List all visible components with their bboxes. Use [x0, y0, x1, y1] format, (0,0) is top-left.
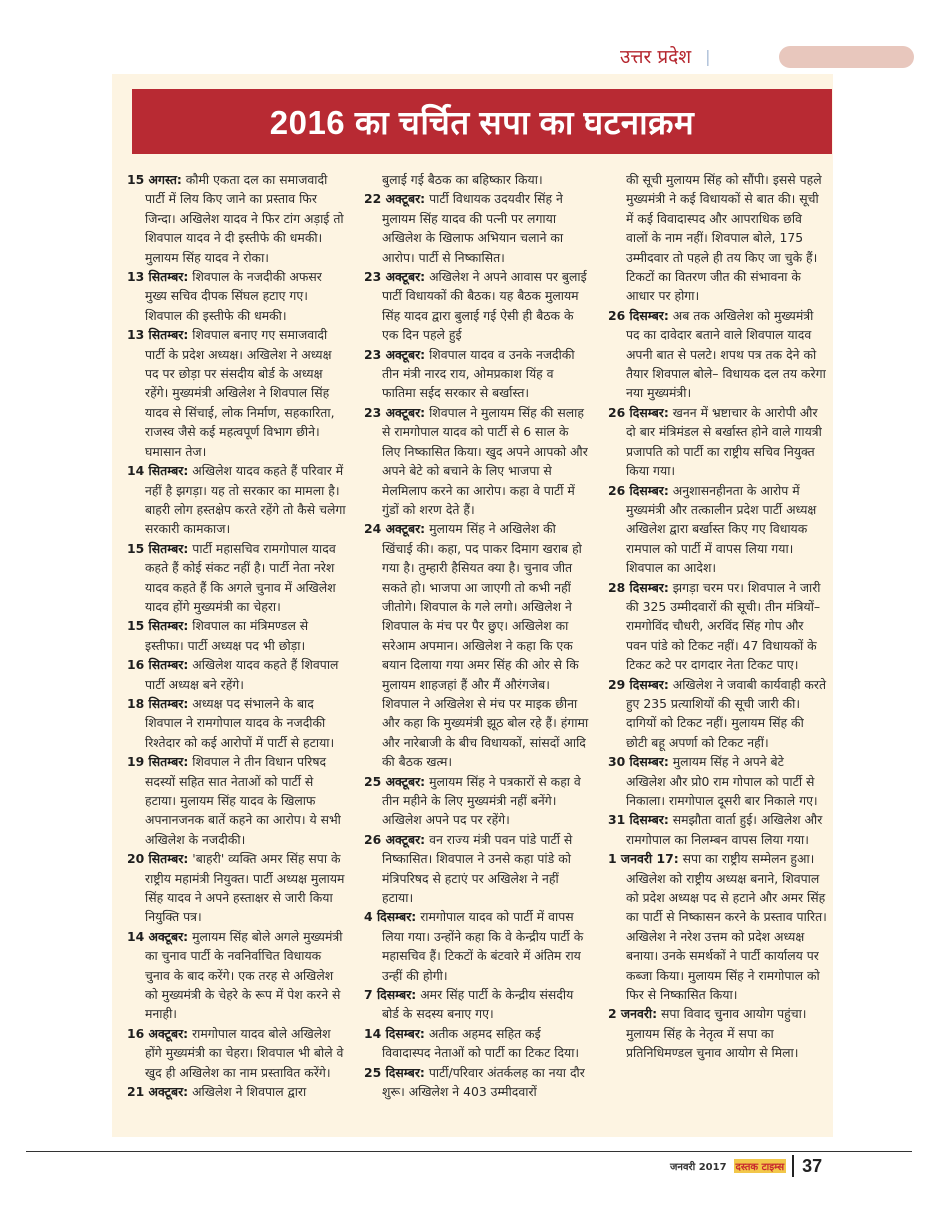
- section-header: [620, 40, 711, 72]
- timeline-entry: [364, 345, 590, 403]
- entry-date: 26 अक्टूबर:: [364, 831, 426, 847]
- entry-text: समझौता वार्ता हुई। अखिलेश और रामगोपाल का निलम्बन वापस लिया गया।: [625, 812, 823, 847]
- entry-date: 14 दिसम्बर:: [364, 1025, 425, 1041]
- entry-text: अखिलेश ने शिवपाल द्वारा: [188, 1084, 307, 1100]
- entry-text: रामगोपाल यादव को पार्टी में वापस लिया गया। उन्होंने कहा कि वे केन्द्रीय पार्टी के महासचिव हैं। टिकटों के बंटवारे में अंतिम राय उन्हीं की होगी।: [382, 909, 584, 983]
- entry-date: 16 सितम्बर:: [127, 657, 189, 673]
- entry-date: 19 सितम्बर:: [127, 754, 189, 770]
- entry-text: सपा का राष्ट्रीय सम्मेलन हुआ। अखिलेश को राष्ट्रीय अध्यक्ष बनाने, शिवपाल को प्रदेश अध्यक्ष पद से हटाने और अमर सिंह का पार्टी से निष्कासन करने के प्रस्ताव पारित। अखिलेश ने नरेश उत्तम को प्रदेश अध्यक्ष बनाया। उनके समर्थकों ने पार्टी कार्यालय पर कब्जा किया। मुलायम सिंह ने रामगोपाल को फिर से निष्कासित किया।: [625, 851, 827, 1003]
- entry-text: अखिलेश ने अपने आवास पर बुलाई पार्टी विधायकों की बैठक। यह बैठक मुलायम सिंह यादव द्वारा बुलाई गई ऐसी ही बैठक के एक दिन पहले हुई: [382, 269, 587, 343]
- entry-date: 26 दिसम्बर:: [607, 404, 669, 420]
- entry-text: 'बाहरी' व्यक्ति अमर सिंह सपा के राष्ट्रीय महामंत्री नियुक्त। पार्टी अध्यक्ष मुलायम सिंह यादव ने अपने हस्ताक्षर से जारी किया नियुक्ति पत्र।: [145, 851, 345, 925]
- timeline-entry: [127, 539, 346, 617]
- entry-date: 23 अक्टूबर:: [364, 346, 426, 362]
- timeline-entry: [608, 810, 827, 849]
- entry-text: अखिलेश ने जवाबी कार्यवाही करते हुए 235 प्रत्याशियों की सूची जारी की। दागियों को टिकट नहीं। मुलायम सिंह की छोटी बहू अपर्णा को टिकट नहीं।: [625, 676, 827, 750]
- entry-date: 29 दिसम्बर:: [607, 676, 669, 692]
- timeline-entry: [608, 481, 827, 578]
- timeline-column-2: [364, 170, 590, 1125]
- entry-text: पार्टी विधायक उदयवीर सिंह ने मुलायम सिंह यादव की पत्नी पर लगाया अखिलेश के खिलाफ अभियान चलाने का आरोप। पार्टी से निष्कासित।: [382, 191, 564, 265]
- timeline-entry: [608, 306, 827, 403]
- entry-text: अखिलेश यादव कहते हैं शिवपाल पार्टी अध्यक्ष बने रहेंगे।: [145, 657, 339, 692]
- entry-date: 14 सितम्बर:: [127, 463, 189, 479]
- entry-date: 26 दिसम्बर:: [607, 482, 669, 498]
- entry-date: 15 सितम्बर:: [127, 540, 189, 556]
- timeline-entry: [364, 403, 590, 519]
- entry-date: 25 अक्टूबर:: [364, 773, 426, 789]
- entry-text: मुलायम सिंह ने पत्रकारों से कहा वे तीन महीने के लिए मुख्यमंत्री नहीं बनेंगे। अखिलेश अपने पद पर रहेंगे।: [382, 773, 581, 828]
- timeline-entry: [608, 849, 827, 1004]
- entry-text: शिवपाल ने तीन विधान परिषद सदस्यों सहित सात नेताओं को पार्टी से हटाया। मुलायम सिंह यादव के खिलाफ अपनानजनक बातें कहने का आरोप। ये सभी अखिलेश के नजदीकी।: [145, 754, 341, 847]
- timeline-entry: [364, 1063, 590, 1102]
- entry-text: शिवपाल बनाए गए समाजवादी पार्टी के प्रदेश अध्यक्ष। अखिलेश ने अध्यक्ष पद पर छोड़ा पर संसदीय बोर्ड के अध्यक्ष रहेंगे। मुख्यमंत्री अखिलेश ने शिवपाल सिंह यादव से सिंचाई, लोक निर्माण, सहकारिता, राजस्व जैसे कई महत्वपूर्ण विभाग छीने। घमासान तेज।: [145, 327, 335, 459]
- timeline-entry: [364, 267, 590, 345]
- timeline-entry: [364, 772, 590, 830]
- timeline-entry: [127, 1082, 346, 1101]
- timeline-entry: [608, 170, 827, 306]
- timeline-entry: [127, 170, 346, 267]
- timeline-entry: [127, 752, 346, 849]
- entry-text: अखिलेश यादव कहते हैं परिवार में नहीं है झगड़ा। यह तो सरकार का मामला है। बाहरी लोग हस्तक्षेप करते रहेंगे तो कैसे चलेगा सरकारी कामकाज।: [145, 463, 346, 537]
- timeline-column-3: [608, 170, 827, 1125]
- entry-date: 13 सितम्बर:: [127, 327, 189, 343]
- timeline-entry: [127, 267, 346, 325]
- entry-date: 15 अगस्त:: [127, 172, 182, 187]
- entry-date: 23 अक्टूबर:: [364, 404, 426, 420]
- entry-date: 2 जनवरी:: [607, 1006, 658, 1022]
- entry-date: 23 अक्टूबर:: [364, 269, 426, 285]
- entry-date: 15 सितम्बर:: [127, 618, 189, 634]
- timeline-entry: [364, 830, 590, 908]
- entry-date: 18 सितम्बर:: [127, 695, 189, 711]
- section-pill-decoration: [779, 46, 914, 68]
- entry-date: 1 जनवरी 17:: [607, 851, 679, 867]
- entry-text: सपा विवाद चुनाव आयोग पहुंचा। मुलायम सिंह के नेतृत्व में सपा का प्रतिनिधिमण्डल चुनाव आयोग से मिला।: [625, 1006, 807, 1061]
- entry-date: 7 दिसम्बर:: [364, 987, 417, 1003]
- entry-date: 22 अक्टूबर:: [364, 191, 426, 207]
- entry-date: 26 दिसम्बर:: [607, 307, 669, 323]
- entry-text: पार्टी/परिवार अंतर्कलह का नया दौर शुरू। अखिलेश ने 403 उम्मीदवारों: [382, 1064, 585, 1100]
- entry-text: अध्यक्ष पद संभालने के बाद शिवपाल ने रामगोपाल यादव के नजदीकी रिश्तेदार को कई आरोपों में पार्टी से हटाया।: [145, 695, 335, 750]
- timeline-entry: [364, 519, 590, 771]
- entry-text: शिवपाल यादव व उनके नजदीकी तीन मंत्री नारद राय, ओमप्रकाश यिंह व फातिमा सईद सरकार से बर्खास्त।: [382, 346, 575, 401]
- entry-date: 20 सितम्बर:: [127, 851, 189, 867]
- entry-text: वन राज्य मंत्री पवन पांडे पार्टी से निष्कासित। शिवपाल ने उनसे कहा पांडे को मंत्रिपरिषद से हटाएं पर अखिलेश ने नहीं हटाया।: [382, 831, 573, 906]
- article-title: 2016 का चर्चित सपा का घटनाक्रम: [132, 89, 832, 154]
- entry-text: अब तक अखिलेश को मुख्यमंत्री पद का दावेदार बताने वाले शिवपाल यादव अपनी बात से पलटे। शपथ पत्र तक देने को तैयार शिवपाल बोले– विधायक दल तय करेगा नया मुख्यमंत्री।: [625, 307, 826, 401]
- section-separator: |: [705, 46, 711, 66]
- entry-date: 13 सितम्बर:: [127, 269, 189, 285]
- timeline-entry: [127, 616, 346, 655]
- timeline-entry: [127, 461, 346, 539]
- entry-date: 4 दिसम्बर:: [364, 909, 417, 925]
- entry-text: शिवपाल का मंत्रिमण्डल से इस्तीफा। पार्टी अध्यक्ष पद भी छोड़ा।: [145, 618, 309, 653]
- timeline-entry: [608, 403, 827, 481]
- timeline-entry: [608, 675, 827, 753]
- entry-text: खनन में भ्रष्टाचार के आरोपी और दो बार मंत्रिमंडल से बर्खास्त होने वाले गायत्री प्रजापति को पार्टी का राष्ट्रीय सचिव नियुक्त किया गया।: [625, 404, 822, 479]
- page-number: 37: [802, 1155, 823, 1176]
- entry-text: पार्टी महासचिव रामगोपाल यादव कहते हैं कोई संकट नहीं है। पार्टी नेता नरेश यादव कहते हैं कि अगले चुनाव में अखिलेश यादव होंगे मुख्यमंत्री का चेहरा।: [145, 540, 336, 614]
- magazine-logo: दस्तक टाइम्स: [734, 1159, 787, 1173]
- timeline-entry: [127, 927, 346, 1024]
- section-label: उत्तर प्रदेश: [620, 46, 692, 68]
- timeline-entry: [608, 752, 827, 810]
- entry-text: शिवपाल के नजदीकी अफसर मुख्य सचिव दीपक सिंघल हटाए गए। शिवपाल की इस्तीफे की धमकी।: [145, 269, 322, 323]
- timeline-column-1: [127, 170, 346, 1125]
- entry-text: झगड़ा चरम पर। शिवपाल ने जारी की 325 उम्मीदवारों की सूची। तीन मंत्रियों– रामगोविंद चौधरी, अरविंद सिंह गोप और पवन पांडे को टिकट नहीं। 47 विधायकों के टिकट कटे पर दागदार नेता टिकट पाए।: [625, 579, 821, 673]
- entry-text: मुलायम सिंह बोले अगले मुख्यमंत्री का चुनाव पार्टी के नवनिर्वाचित विधायक चुनाव के बाद करेंगे। एक तरह से अखिलेश को मुख्यमंत्री के चेहरे के रूप में पेश करने से मनाही।: [145, 928, 343, 1022]
- timeline-entry: [608, 1004, 827, 1062]
- entry-text: रामगोपाल यादव बोले अखिलेश होंगे मुख्यमंत्री का चेहरा। शिवपाल भी बोले वे खुद ही अखिलेश का नाम प्रस्तावित करेंगे।: [145, 1025, 344, 1080]
- entry-text: मुलायम सिंह ने अखिलेश की खिंचाई की। कहा, पद पाकर दिमाग खराब हो गया है। तुम्हारी हैसियत क्या है। चुनाव जीत सकते हो। भाजपा आ जाएगी तो कभी नहीं जीतोगे। शिवपाल के गले लगो। अखिलेश ने शिवपाल के मंच पर पैर छुए। अखिलेश का सरेआम अपमान। अखिलेश ने कहा कि एक बयान दिलाया गया अमर सिंह की ओर से कि मुलायम शाहजहां हैं और मैं औरंगजेब। शिवपाल ने अखिलेश से मंच पर माइक छीना और कहा कि मुख्यमंत्री झूठ बोल रहे हैं। हंगामा और नारेबाजी के बीच विधायकों, सांसदों आदि की बैठक खत्म।: [382, 521, 589, 770]
- footer-issue-date: जनवरी 2017: [670, 1162, 727, 1173]
- entry-date: 24 अक्टूबर:: [364, 521, 426, 537]
- entry-date: 16 अक्टूबर:: [127, 1025, 189, 1041]
- timeline-columns: [127, 170, 827, 1125]
- timeline-entry: [608, 578, 827, 675]
- entry-text: अनुशासनहीनता के आरोप में मुख्यमंत्री और तत्कालीन प्रदेश पार्टी अध्यक्ष अखिलेश द्वारा बर्खास्त किए गए विधायक रामपाल को पार्टी में वापस लिया गया। शिवपाल का आदेश।: [625, 482, 817, 576]
- timeline-entry: [364, 907, 590, 985]
- footer-divider-line: [26, 1151, 912, 1152]
- timeline-entry: [127, 325, 346, 461]
- page-footer: [670, 1155, 822, 1177]
- entry-text: अतीक अहमद सहित कई विवादास्पद नेताओं को पार्टी का टिकट दिया।: [382, 1025, 580, 1061]
- entry-date: 14 अक्टूबर:: [127, 928, 189, 944]
- entry-text: बुलाई गई बैठक का बहिष्कार किया।: [382, 172, 543, 187]
- entry-text: कौमी एकता दल का समाजवादी पार्टी में लिय किए जाने का प्रस्ताव फिर जिन्दा। अखिलेश यादव ने फिर टांग अड़ाई तो शिवपाल यादव ने दी इस्तीफे की धमकी। मुलायम सिंह यादव ने रोका।: [145, 172, 344, 265]
- entry-text: मुलायम सिंह ने अपने बेटे अखिलेश और प्रो0 राम गोपाल को पार्टी से निकाला। रामगोपाल दूसरी बार निकाले गए।: [625, 754, 818, 808]
- entry-date: 25 दिसम्बर:: [364, 1064, 425, 1080]
- timeline-entry: [127, 655, 346, 694]
- entry-date: 21 अक्टूबर:: [127, 1084, 189, 1100]
- timeline-entry: [127, 694, 346, 752]
- timeline-entry: [127, 849, 346, 927]
- entry-text: शिवपाल ने मुलायम सिंह की सलाह से रामगोपाल यादव को पार्टी से 6 साल के लिए निष्कासित किया। खुद अपने आपको और अपने बेटे को बचाने के लिए भाजपा से मेलमिलाप करने का आरोप। कहा वे पार्टी में गुंडों को शरण देते हैं।: [382, 404, 588, 517]
- entry-date: 28 दिसम्बर:: [607, 579, 669, 595]
- footer-vertical-divider: [792, 1155, 794, 1177]
- entry-date: 30 दिसम्बर:: [607, 754, 669, 770]
- entry-text: की सूची मुलायम सिंह को सौंपी। इससे पहले मुख्यमंत्री ने कई विधायकों से बात की। सूची में कई विवादास्पद और आपराधिक छवि वालों के नाम नहीं। शिवपाल बोले, 175 उम्मीदवार तो पहले ही तय किए जा चुके हैं। टिकटों का वितरण जीत की संभावना के आधार पर होगा।: [625, 172, 822, 304]
- entry-date: 31 दिसम्बर:: [607, 812, 669, 828]
- timeline-entry: [127, 1024, 346, 1082]
- timeline-entry: [364, 1024, 590, 1063]
- timeline-entry: [364, 985, 590, 1024]
- timeline-entry: [364, 189, 590, 267]
- timeline-entry: [364, 170, 590, 189]
- entry-text: अमर सिंह पार्टी के केन्द्रीय संसदीय बोर्ड के सदस्य बनाए गए।: [382, 987, 574, 1022]
